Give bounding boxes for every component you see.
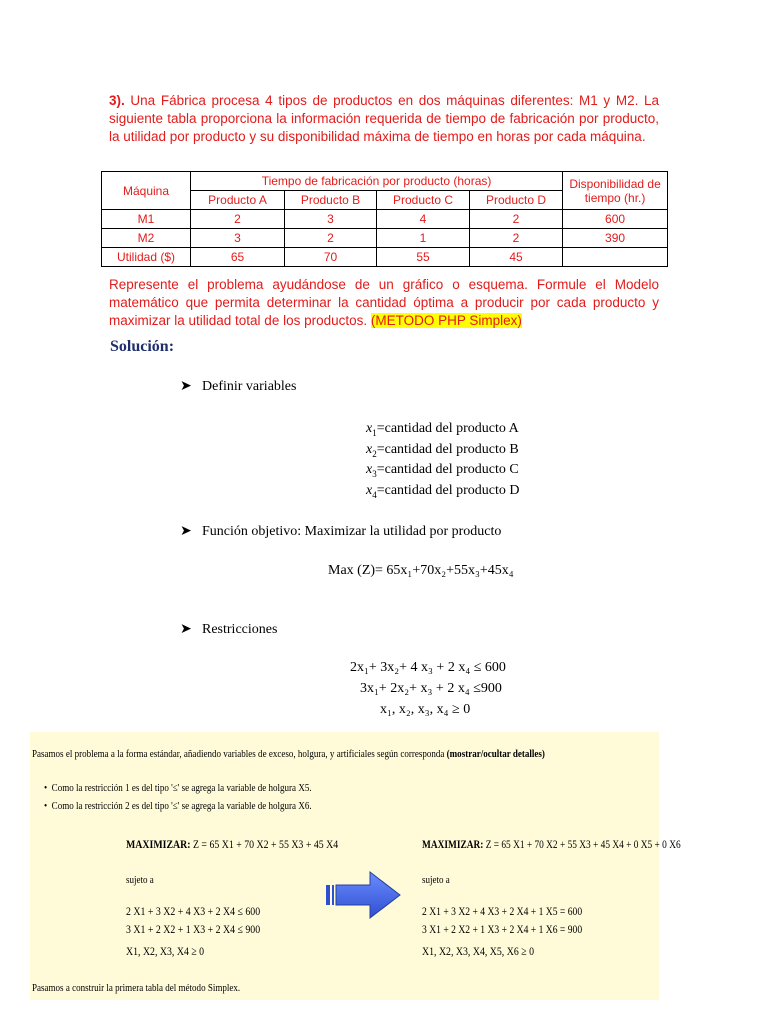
right-constraint-1: 2 X1 + 3 X2 + 4 X3 + 2 X4 + 1 X5 = 600: [422, 904, 583, 918]
cell-disp: 600: [563, 210, 668, 229]
constraint-1: 2x₁+ 3x₂+ 4 x₃ + 2 x₄ ≤ 600: [350, 660, 506, 675]
header-product: Producto C: [377, 191, 470, 210]
bullet-dot-icon: •: [44, 782, 48, 794]
cell: 55: [377, 248, 470, 267]
step-label: Función objetivo: Maximizar la utilidad por producto: [202, 524, 502, 539]
cell: 3: [191, 229, 285, 248]
step-label: Definir variables: [202, 379, 297, 394]
right-nonneg: X1, X2, X3, X4, X5, X6 ≥ 0: [422, 944, 535, 958]
header-tiempo: Tiempo de fabricación por producto (horas): [191, 172, 563, 191]
variable-def: $x_2=cantidad$ del producto B: [366, 442, 519, 459]
right-constraint-2: 3 X1 + 2 X2 + 1 X3 + 2 X4 + 1 X6 = 900: [422, 922, 583, 936]
method-highlight: (METODO PHP Simplex): [370, 313, 522, 328]
cell: 70: [285, 248, 377, 267]
bullet-arrow-icon: ➤: [180, 524, 192, 539]
cell: 1: [377, 229, 470, 248]
step-define-variables: [180, 378, 296, 395]
left-subject-to: sujeto a: [126, 874, 154, 886]
table-row: [102, 210, 668, 229]
toggle-details-link[interactable]: (mostrar/ocultar detalles): [446, 748, 545, 760]
left-constraint-1: 2 X1 + 3 X2 + 4 X3 + 2 X4 ≤ 600: [126, 904, 261, 918]
left-constraint-2: 3 X1 + 2 X2 + 1 X3 + 2 X4 ≤ 900: [126, 922, 261, 936]
step-objective: [180, 523, 501, 540]
header-product: Producto D: [470, 191, 563, 210]
step-label: Restricciones: [202, 622, 278, 637]
table-row: [102, 248, 668, 267]
instruction-text: Represente el problema ayudándose de un gráfico o esquema. Formule el Modelo matemático que permita determinar la cantidad óptima a producir por cada producto y maximizar la utilidad total de los productos.: [109, 277, 659, 328]
constraint-2: 3x₁+ 2x₂+ x₃ + 2 x₄ ≤900: [360, 681, 502, 696]
problem-number: 3).: [109, 93, 125, 108]
row-label: M1: [102, 210, 191, 229]
variable-def: $x_1=cantidad$ del producto A: [366, 421, 519, 438]
cell-disp: 390: [563, 229, 668, 248]
cell: 65: [191, 248, 285, 267]
bullet-dot-icon: •: [44, 800, 48, 812]
right-arrow-icon: [324, 868, 404, 922]
cell: 2: [470, 210, 563, 229]
right-subject-to: sujeto a: [422, 874, 450, 886]
footer-text: Pasamos a construir la primera tabla del método Simplex.: [32, 982, 241, 994]
row-label: M2: [102, 229, 191, 248]
variable-def: $x_3=cantidad$ del producto C: [366, 462, 519, 479]
note-item: • Como la restricción 2 es del tipo '≤' se agrega la variable de holgura X6.: [44, 800, 312, 812]
left-objective: MAXIMIZAR: Z = 65 X1 + 70 X2 + 55 X3 + 45 X4: [126, 837, 339, 851]
row-label: Utilidad ($): [102, 248, 191, 267]
standard-form-intro: Pasamos el problema a la forma estándar, añadiendo variables de exceso, holgura, y artificiales según corresponda (mostrar/ocultar detalles): [32, 748, 545, 760]
cell-disp: [563, 248, 668, 267]
instruction: [109, 276, 659, 330]
simplex-screenshot: [30, 732, 681, 1000]
bullet-arrow-icon: ➤: [180, 622, 192, 637]
problem-statement: [109, 92, 659, 146]
note-item: • Como la restricción 1 es del tipo '≤' se agrega la variable de holgura X5.: [44, 782, 312, 794]
cell: 2: [470, 229, 563, 248]
step-constraints: [180, 621, 277, 638]
constraint-nonneg: x₁, x₂, x₃, x₄ ≥ 0: [380, 702, 471, 717]
cell: 4: [377, 210, 470, 229]
production-table: [101, 171, 668, 267]
left-nonneg: X1, X2, X3, X4 ≥ 0: [126, 944, 205, 958]
header-maquina: Máquina: [102, 172, 191, 210]
right-objective: MAXIMIZAR: Z = 65 X1 + 70 X2 + 55 X3 + 45 X4 + 0 X5 + 0 X6: [422, 837, 681, 851]
cell: 2: [285, 229, 377, 248]
cell: 3: [285, 210, 377, 229]
table-header-row: [102, 172, 668, 191]
problem-text: Una Fábrica procesa 4 tipos de productos en dos máquinas diferentes: M1 y M2. La siguiente tabla proporciona la información requerida de tiempo de fabricación por producto, la utilidad por producto y su disponibilidad máxima de tiempo en horas por cada máquina.: [109, 93, 659, 144]
objective-function: Max (Z)= 65x₁+70x₂+55x₃+45x₄: [328, 563, 514, 578]
header-disponibilidad: Disponibilidad de tiempo (hr.): [563, 172, 668, 210]
header-product: Producto B: [285, 191, 377, 210]
bullet-arrow-icon: ➤: [180, 379, 192, 394]
solution-title: Solución:: [110, 338, 175, 355]
variable-def: $x_4=cantidad$ del producto D: [366, 483, 520, 500]
cell: 45: [470, 248, 563, 267]
table-row: [102, 229, 668, 248]
header-product: Producto A: [191, 191, 285, 210]
cell: 2: [191, 210, 285, 229]
